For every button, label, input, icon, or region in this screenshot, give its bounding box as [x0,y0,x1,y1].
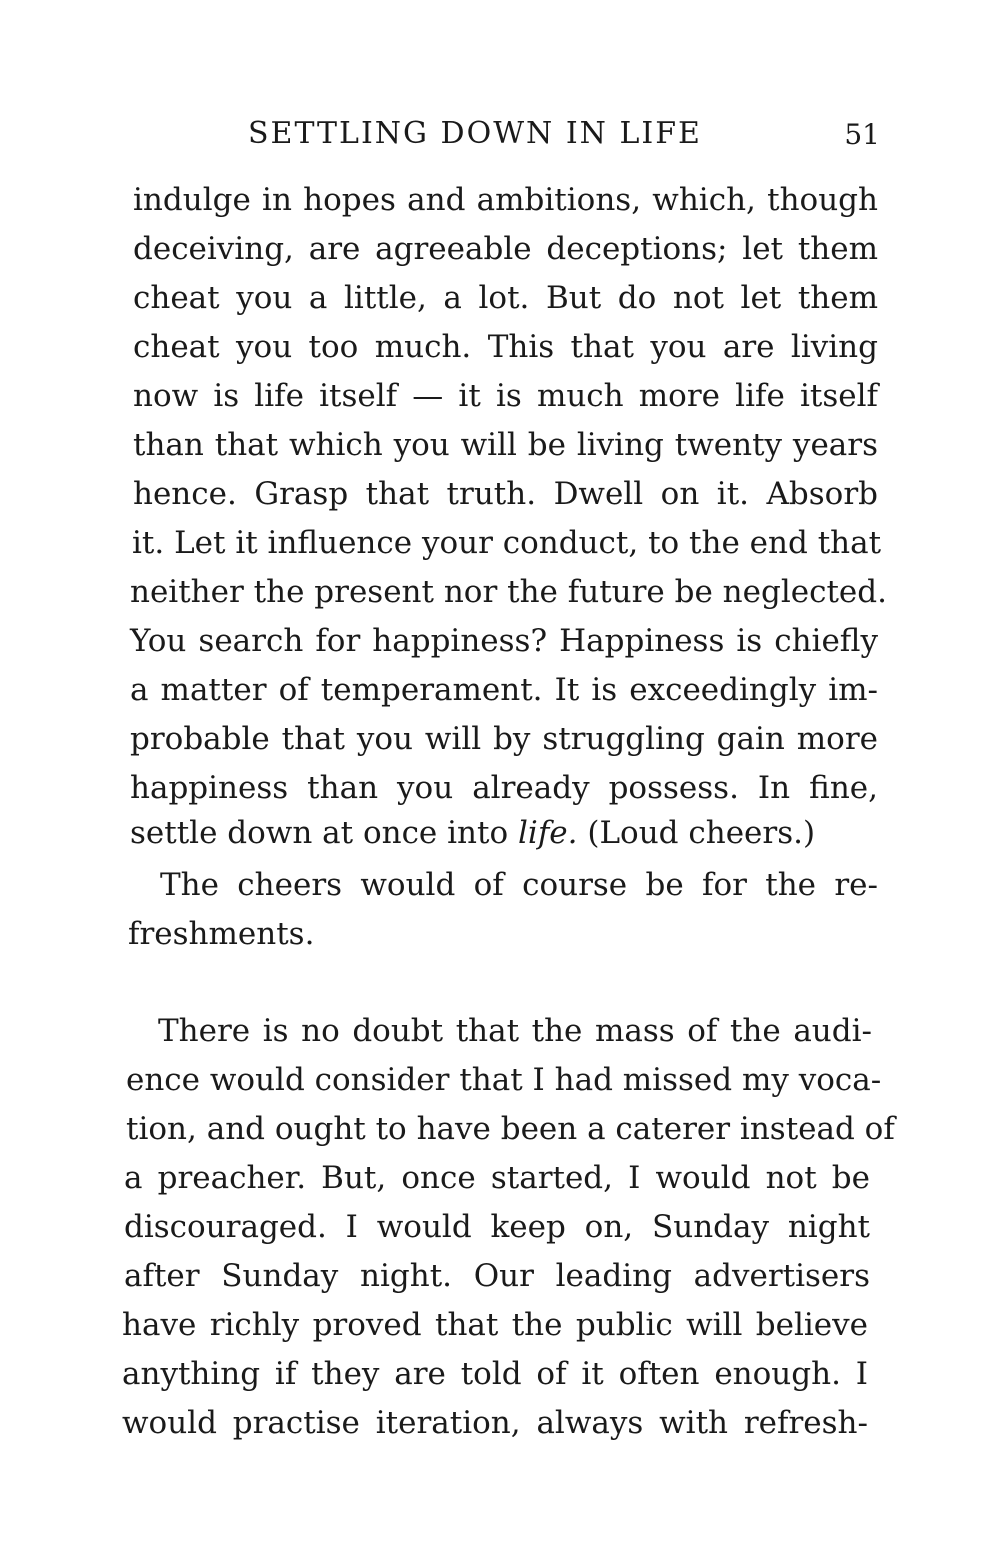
text-line: have richly proved that the public will believe [122,1307,868,1343]
text-line: a matter of temperament. It is exceedingly im- [130,672,878,708]
text-line: than that which you will be living twenty years [133,427,878,463]
text-line: You search for happiness? Happiness is chiefly [130,623,878,659]
text-line: There is no doubt that the mass of the audi- [158,1013,872,1049]
text-line: discouraged. I would keep on, Sunday night [124,1209,870,1245]
text-line: now is life itself — it is much more life itself [133,378,878,414]
text-line: tion, and ought to have been a caterer instead of [126,1111,895,1147]
page-number: 51 [844,118,880,151]
text-line: anything if they are told of it often enough. I [122,1356,868,1392]
text-line: happiness than you already possess. In fine, [130,770,878,806]
text-line: freshments. [128,916,315,952]
text-line: probable that you will by struggling gain more [130,721,878,757]
running-title: SETTLING DOWN IN LIFE [248,116,702,151]
text-line: it. Let it influence your conduct, to the end that [132,525,882,561]
text-line: would practise iteration, always with refresh- [122,1405,868,1441]
italic-word: life. [517,815,578,851]
text-line: a preacher. But, once started, I would not be [124,1160,870,1196]
text-line [130,813,878,853]
text-line: after Sunday night. Our leading advertisers [124,1258,870,1294]
text-line: deceiving, are agreeable deceptions; let them [133,231,878,267]
text-line: neither the present nor the future be neglected. [130,574,887,610]
text-run: settle down at once into [130,815,518,851]
text-line: indulge in hopes and ambitions, which, though [133,182,878,218]
text-line: cheat you too much. This that you are living [133,329,878,365]
text-line: ence would consider that I had missed my voca- [126,1062,882,1098]
running-head [248,116,880,156]
text-line: The cheers would of course be for the re- [160,867,878,903]
text-run: (Loud cheers.) [577,815,816,851]
text-line: cheat you a little, a lot. But do not let them [133,280,878,316]
text-line: hence. Grasp that truth. Dwell on it. Absorb [133,476,878,512]
